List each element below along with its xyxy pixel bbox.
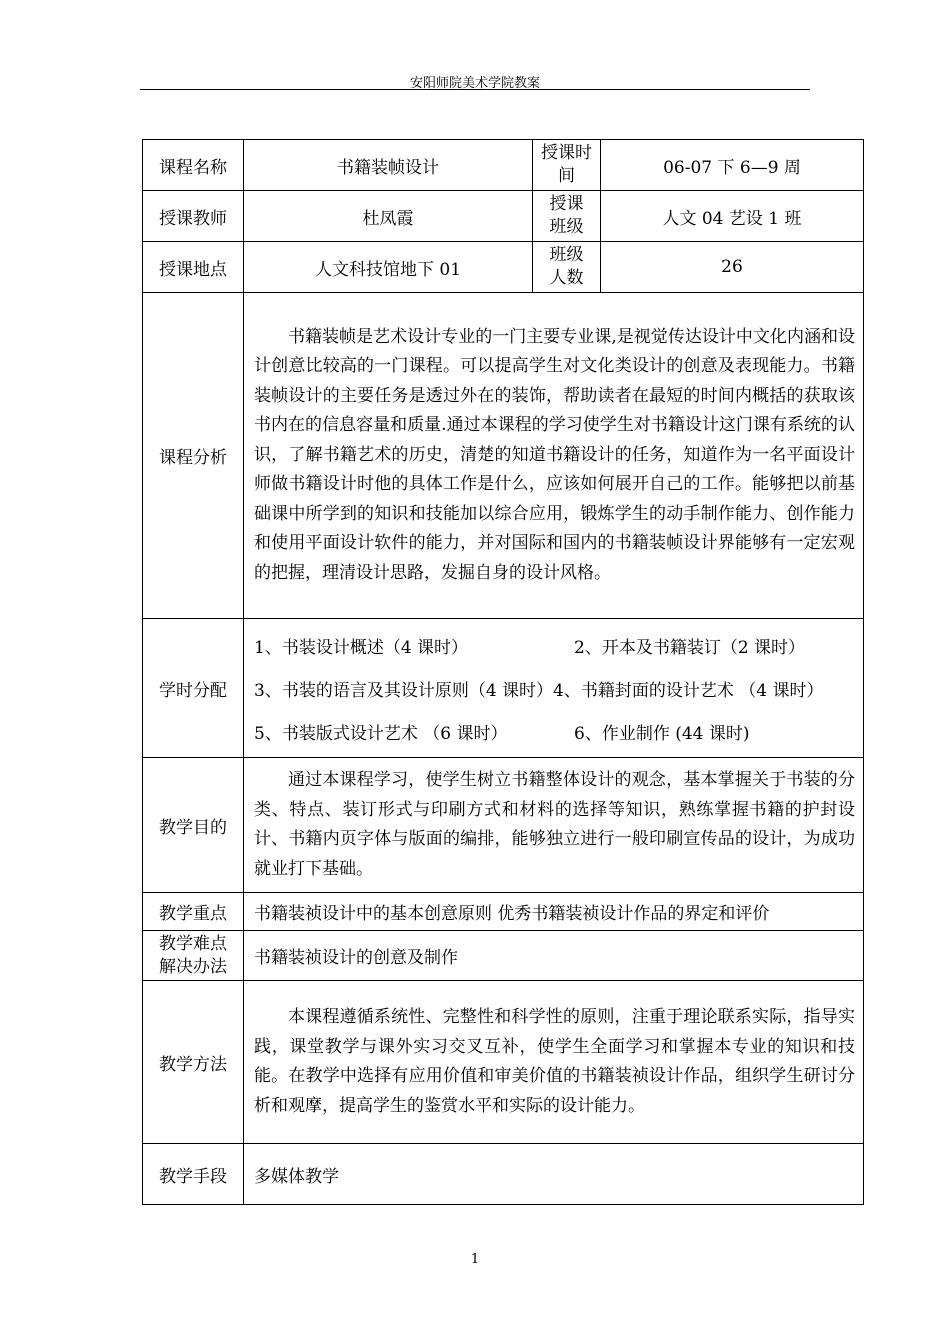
time-label (533, 140, 601, 191)
course-name-value: 书籍装帧设计 (244, 140, 533, 191)
focus-label: 教学重点 (143, 893, 244, 931)
header-rule (140, 89, 810, 90)
count-label (533, 242, 601, 293)
means-label: 教学手段 (143, 1144, 244, 1205)
page-number: 1 (470, 1252, 480, 1267)
row-method (143, 981, 864, 1144)
hours-item: 3、书装的语言及其设计原则（4 课时） (254, 680, 554, 701)
means-text: 多媒体教学 (244, 1144, 864, 1205)
class-label (533, 191, 601, 242)
hours-row (254, 710, 855, 753)
hours-row (254, 667, 855, 710)
analysis-text: 书籍装帧是艺术设计专业的一门主要专业课,是视觉传达设计中文化内涵和设计创意比较高的一门课程。可以提高学生对文化类设计的创意及表现能力。书籍装帧设计的主要任务是透过外在的装饰，帮助读者在最短的时间内概括的获取该书内在的信息容量和质量.通过本课程的学习使学生对书籍设计这门课有系统的认识，了解书籍艺术的历史，清楚的知道书籍设计的任务，知道作为一名平面设计师做书籍设计时他的具体工作是什么，应该如何展开自己的工作。能够把以前基础课中所学到的知识和技能加以综合应用，锻炼学生的动手制作能力、创作能力和使用平面设计软件的能力，并对国际和国内的书籍装帧设计界能够有一定宏观的把握，理清设计思路，发掘自身的设计风格。 (244, 293, 864, 619)
count-label-text: 班级人数 (549, 245, 584, 288)
difficulty-label-text: 教学难点解决办法 (158, 933, 227, 977)
method-label: 教学方法 (143, 981, 244, 1144)
course-name-label: 课程名称 (143, 140, 244, 191)
location-label: 授课地点 (143, 242, 244, 293)
goal-text: 通过本课程学习，使学生树立书籍整体设计的观念，基本掌握关于书装的分类、特点、装订形式与印刷方式和材料的选择等知识，熟练掌握书籍的护封设计、书籍内页字体与版面的编排，能够独立进行一般印刷宣传品的设计，为成功就业打下基础。 (244, 758, 864, 893)
count-value: 26 (601, 242, 864, 293)
class-label-text: 授课班级 (549, 194, 584, 237)
row-analysis (143, 293, 864, 619)
hours-item: 2、开本及书籍装订（2 课时） (574, 637, 806, 658)
hours-item: 6、作业制作 (44 课时) (574, 723, 750, 744)
row-means (143, 1144, 864, 1205)
goal-label: 教学目的 (143, 758, 244, 893)
difficulty-label (143, 931, 244, 981)
focus-text: 书籍装祯设计中的基本创意原则 优秀书籍装祯设计作品的界定和评价 (244, 893, 864, 931)
teacher-label: 授课教师 (143, 191, 244, 242)
hours-item: 4、书籍封面的设计艺术 （4 课时） (553, 680, 824, 701)
time-value: 06-07 下 6—9 周 (601, 140, 864, 191)
row-course-name (143, 140, 864, 191)
teacher-value: 杜凤霞 (244, 191, 533, 242)
hours-label: 学时分配 (143, 619, 244, 758)
location-value: 人文科技馆地下 01 (244, 242, 533, 293)
page-header-title: 安阳师院美术学院教案 (409, 76, 540, 91)
difficulty-text: 书籍装祯设计的创意及制作 (244, 931, 864, 981)
row-teacher (143, 191, 864, 242)
hours-list (244, 619, 864, 758)
hours-item: 1、书装设计概述（4 课时） (254, 637, 469, 658)
row-hours (143, 619, 864, 758)
hours-row (254, 624, 855, 667)
class-value: 人文 04 艺设 1 班 (601, 191, 864, 242)
row-difficulty (143, 931, 864, 981)
row-location (143, 242, 864, 293)
method-text: 本课程遵循系统性、完整性和科学性的原则，注重于理论联系实际，指导实践，课堂教学与课外实习交叉互补，使学生全面学习和掌握本专业的知识和技能。在教学中选择有应用价值和审美价值的书籍装祯设计作品，组织学生研讨分析和观摩，提高学生的鉴赏水平和实际的设计能力。 (244, 981, 864, 1144)
lesson-plan-table (142, 139, 864, 1205)
time-label-text: 授课时间 (540, 143, 592, 186)
analysis-label: 课程分析 (143, 293, 244, 619)
row-focus (143, 893, 864, 931)
hours-item: 5、书装版式设计艺术 （6 课时） (254, 723, 508, 744)
row-goal (143, 758, 864, 893)
